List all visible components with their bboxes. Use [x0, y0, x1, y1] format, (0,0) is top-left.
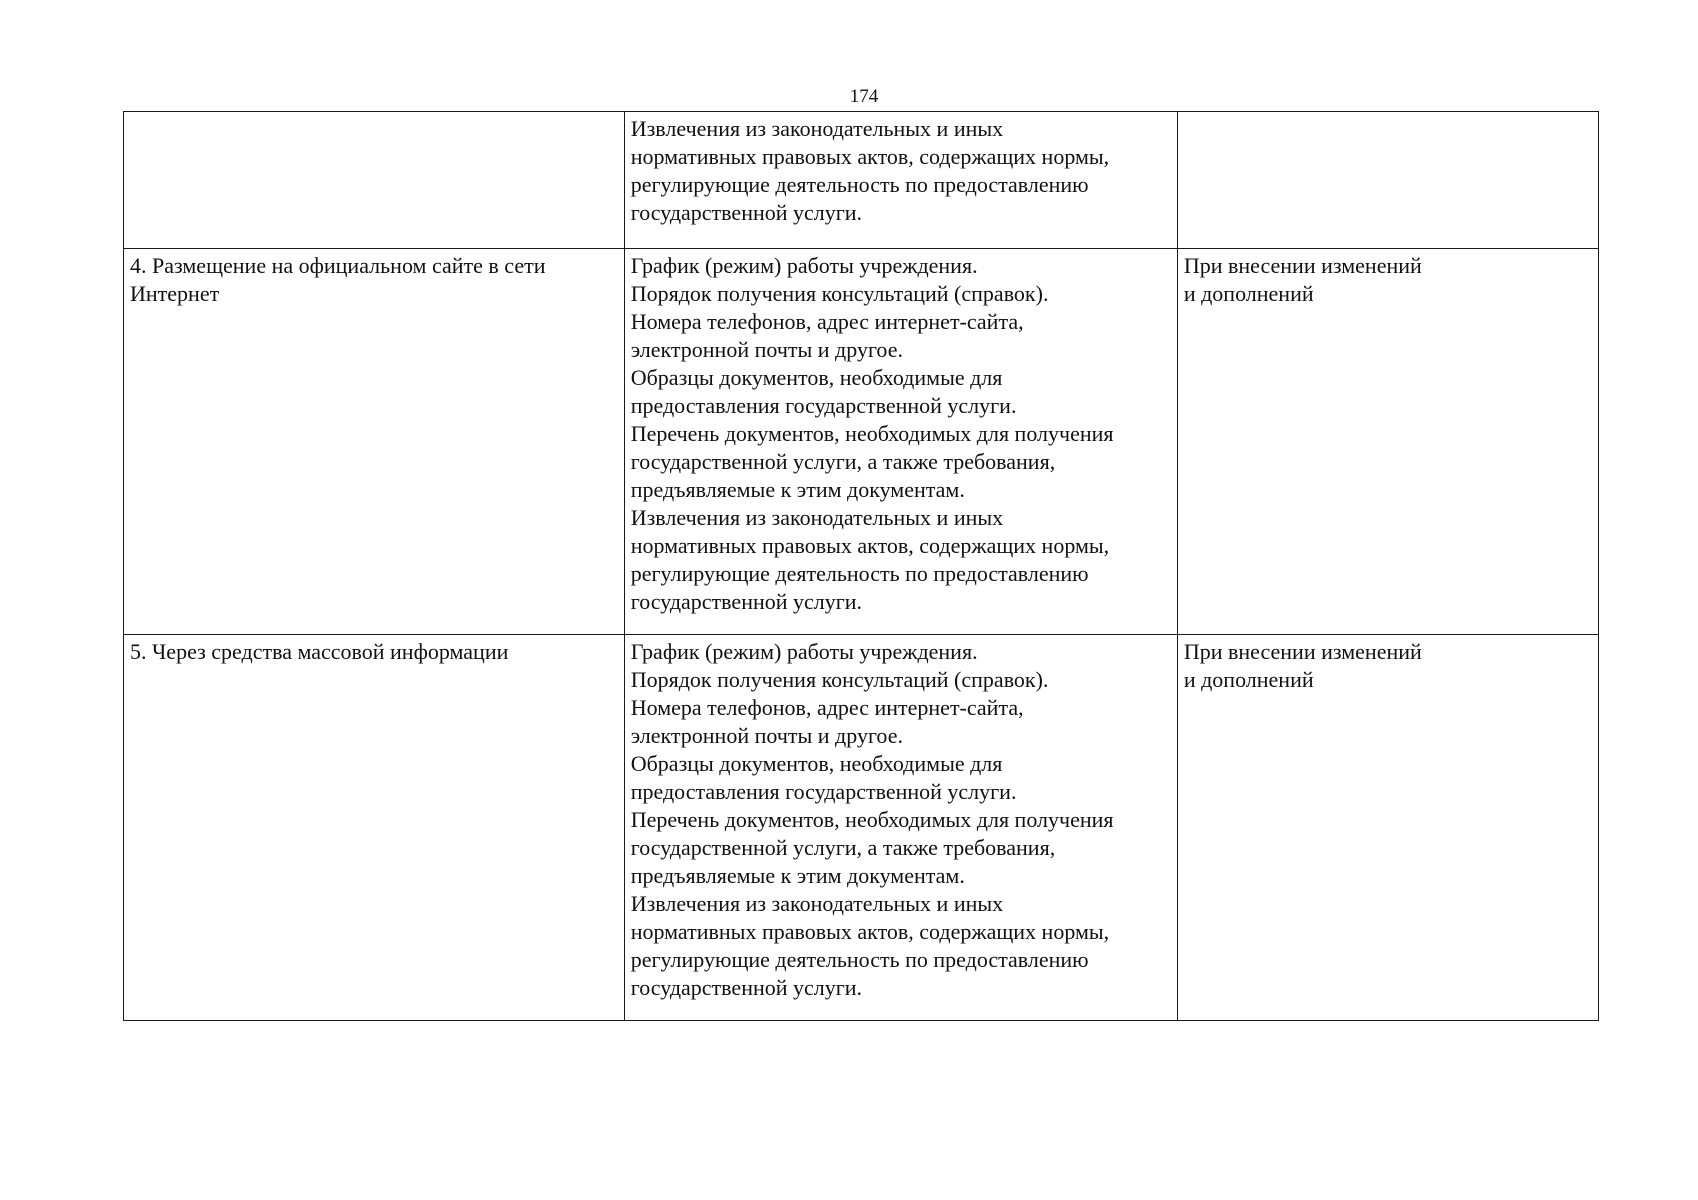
period-line: и дополнений	[1183, 281, 1314, 306]
content-line: Извлечения из законодательных и иных	[630, 116, 1004, 141]
content-line: государственной услуги, а также требования,	[630, 449, 1056, 474]
content-line: График (режим) работы учреждения.	[630, 639, 978, 664]
method-line: 5. Через средства массовой информации	[130, 639, 509, 664]
content-line: Перечень документов, необходимых для получения	[630, 807, 1114, 832]
content-line: График (режим) работы учреждения.	[630, 253, 978, 278]
method-line: Интернет	[130, 281, 220, 306]
page-number: 174	[849, 86, 879, 107]
content-line: государственной услуги.	[630, 589, 863, 614]
content-line: предоставления государственной услуги.	[630, 393, 1017, 418]
period-cell	[1177, 112, 1598, 249]
content-line: Перечень документов, необходимых для получения	[630, 421, 1114, 446]
period-cell	[1177, 635, 1598, 1021]
content-line: регулирующие деятельность по предоставлению	[630, 561, 1089, 586]
content-line: нормативных правовых актов, содержащих нормы,	[630, 533, 1110, 558]
content-line: предъявляемые к этим документам.	[630, 863, 965, 888]
period-line: При внесении изменений	[1183, 639, 1422, 664]
content-line: нормативных правовых актов, содержащих нормы,	[630, 144, 1110, 169]
method-cell	[124, 112, 625, 249]
method-line: 4. Размещение на официальном сайте в сети	[130, 253, 546, 278]
period-cell	[1177, 249, 1598, 635]
content-line: государственной услуги.	[630, 975, 863, 1000]
content-line: Порядок получения консультаций (справок).	[630, 281, 1049, 306]
content-line: Извлечения из законодательных и иных	[630, 891, 1004, 916]
content-line: регулирующие деятельность по предоставлению	[630, 947, 1089, 972]
table-row	[124, 249, 1599, 635]
content-line: электронной почты и другое.	[630, 337, 903, 362]
content-line: нормативных правовых актов, содержащих нормы,	[630, 919, 1110, 944]
content-line: Образцы документов, необходимые для	[630, 751, 1003, 776]
content-line: Номера телефонов, адрес интернет-сайта,	[630, 695, 1024, 720]
table-row	[124, 112, 1599, 249]
content-line: Образцы документов, необходимые для	[630, 365, 1003, 390]
table-row	[124, 635, 1599, 1021]
content-line: государственной услуги, а также требования,	[630, 835, 1056, 860]
content-line: электронной почты и другое.	[630, 723, 903, 748]
content-cell	[624, 112, 1177, 249]
period-line: При внесении изменений	[1183, 253, 1422, 278]
content-line: Номера телефонов, адрес интернет-сайта,	[630, 309, 1024, 334]
content-line: государственной услуги.	[630, 200, 863, 225]
info-table	[123, 111, 1599, 1021]
content-cell	[624, 249, 1177, 635]
content-line: Порядок получения консультаций (справок).	[630, 667, 1049, 692]
method-cell	[124, 249, 625, 635]
content-line: Извлечения из законодательных и иных	[630, 505, 1004, 530]
content-line: предъявляемые к этим документам.	[630, 477, 965, 502]
content-line: предоставления государственной услуги.	[630, 779, 1017, 804]
content-cell	[624, 635, 1177, 1021]
period-line: и дополнений	[1183, 667, 1314, 692]
method-cell	[124, 635, 625, 1021]
content-line: регулирующие деятельность по предоставлению	[630, 172, 1089, 197]
